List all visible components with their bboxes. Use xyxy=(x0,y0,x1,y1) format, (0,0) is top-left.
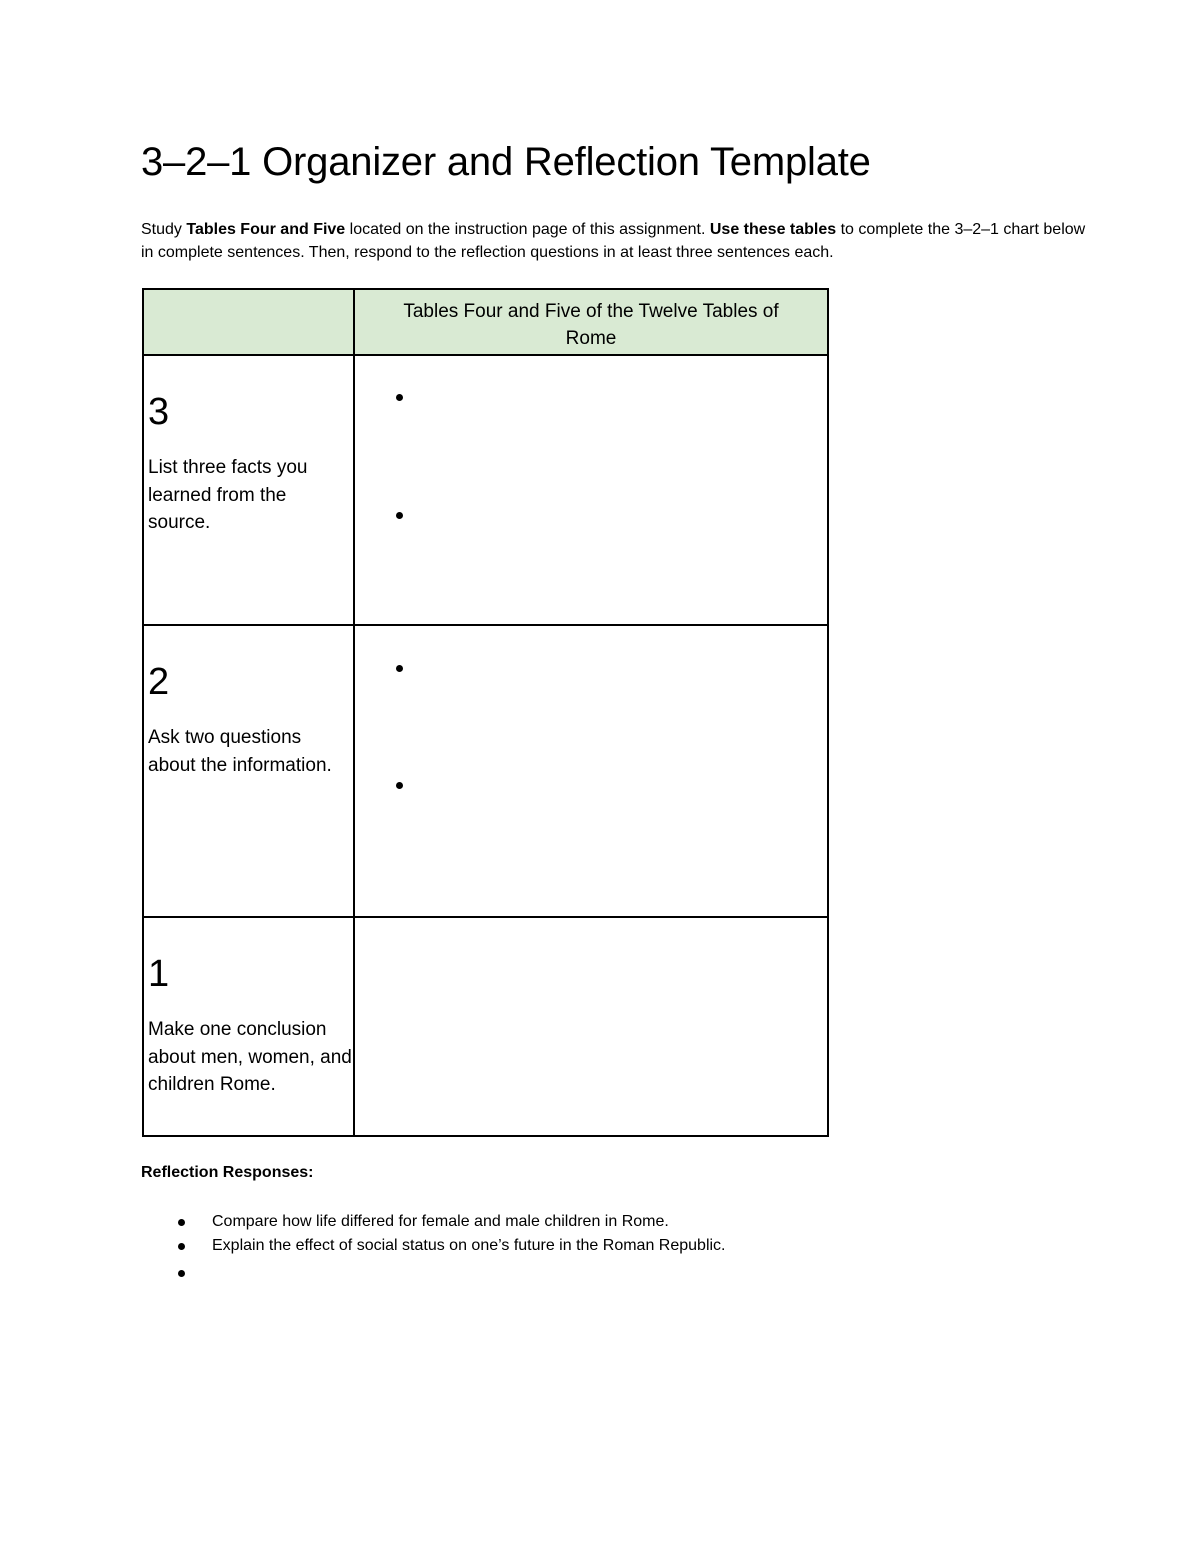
bullet-icon xyxy=(178,1243,185,1250)
bullet-icon xyxy=(396,665,403,672)
row-two-questions xyxy=(143,625,828,917)
header-source-title: Tables Four and Five of the Twelve Tables of Rome xyxy=(403,301,779,349)
header-cell-empty xyxy=(143,289,354,355)
row-number-1: 1 xyxy=(148,953,170,995)
bullet-icon xyxy=(178,1270,185,1277)
reflection-item xyxy=(141,1234,1041,1258)
reflection-item-empty[interactable] xyxy=(141,1261,1041,1285)
intro-bold-tables: Tables Four and Five xyxy=(186,221,346,238)
intro-text-1: Study xyxy=(141,221,187,238)
bullet-icon xyxy=(396,394,403,401)
label-cell-3 xyxy=(143,355,354,625)
reflection-item xyxy=(141,1210,1041,1234)
reflection-list xyxy=(141,1210,1041,1285)
reflection-heading: Reflection Responses: xyxy=(141,1164,314,1181)
bullet-icon xyxy=(178,1219,185,1226)
bullet-icon xyxy=(396,512,403,519)
reflection-item-text: Explain the effect of social status on one’s future in the Roman Republic. xyxy=(212,1236,726,1254)
instructions-paragraph xyxy=(141,218,1101,264)
answer-cell-2[interactable] xyxy=(354,625,828,917)
bullet-icon xyxy=(396,782,403,789)
row-number-3: 3 xyxy=(148,391,170,433)
intro-bold-use-tables: Use these tables xyxy=(709,221,837,238)
label-cell-2 xyxy=(143,625,354,917)
organizer-header-row xyxy=(143,289,828,355)
organizer-table xyxy=(142,288,829,1137)
row-prompt-2: Ask two questions about the information. xyxy=(148,727,332,776)
row-one-conclusion xyxy=(143,917,828,1136)
intro-text-3: to complete the 3–2–1 chart below in complete sentences. Then, respond to the reflection questions in at least three sentences each. xyxy=(141,221,1086,261)
page-title: 3–2–1 Organizer and Reflection Template xyxy=(141,140,871,184)
row-three-facts xyxy=(143,355,828,625)
row-prompt-1: Make one conclusion about men, women, and children Rome. xyxy=(148,1019,352,1095)
row-number-2: 2 xyxy=(148,661,170,703)
row-prompt-3: List three facts you learned from the source. xyxy=(148,457,308,533)
intro-text-2: located on the instruction page of this assignment. xyxy=(345,221,710,238)
answer-cell-1[interactable] xyxy=(354,917,828,1136)
answer-cell-3[interactable] xyxy=(354,355,828,625)
reflection-item-text: Compare how life differed for female and male children in Rome. xyxy=(212,1213,669,1230)
label-cell-1 xyxy=(143,917,354,1136)
header-cell-source xyxy=(354,289,828,355)
